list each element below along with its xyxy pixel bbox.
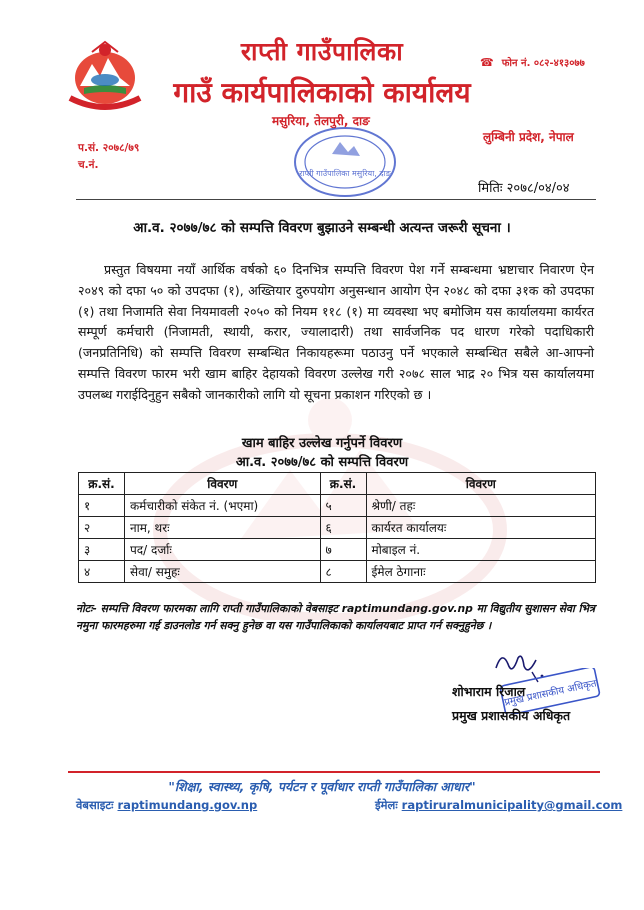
email-label: ईमेलः bbox=[375, 798, 398, 812]
download-note: नोटः- सम्पत्ति विवरण फारमका लागि राप्ती गाउँपालिकाको वेबसाइट raptimundang.gov.np मा विद्युतीय सुशासन सेवा भित्र नमुना फारमहरुमा गई डाउनलोड गर्न सक्नु हुनेछ वा यस गाउँपालिकाको कार्यालयबाट प्राप्त गर्न सक्नुहुनेछ । bbox=[76, 602, 595, 632]
notice-body bbox=[78, 260, 594, 406]
cell-sn: ७ bbox=[320, 539, 366, 561]
email-link[interactable]: raptiruralmunicipality@gmail.com bbox=[401, 798, 623, 812]
footer-divider bbox=[68, 771, 600, 773]
municipality-name: राप्ती गाउँपालिका bbox=[240, 37, 404, 66]
footer-website bbox=[76, 798, 257, 813]
col-header-sn: क्र.सं. bbox=[320, 473, 366, 495]
cell-sn: ६ bbox=[320, 517, 366, 539]
col-header-detail: विवरण bbox=[366, 473, 595, 495]
cell-detail: मोबाइल नं. bbox=[366, 539, 595, 561]
cell-detail: पद/ दर्जाः bbox=[124, 539, 320, 561]
signatory-name: शोभाराम रिजाल bbox=[452, 684, 526, 699]
letter-date: मितिः २०७८/०४/०४ bbox=[478, 181, 570, 196]
table-row bbox=[79, 495, 596, 517]
cell-detail: कार्यरत कार्यालयः bbox=[366, 517, 595, 539]
notice-subject: आ.व. २०७७/७८ को सम्पत्ति विवरण बुझाउने सम्बन्धी अत्यन्त जरूरी सूचना । bbox=[133, 220, 511, 236]
signatory-stamp-text: प्रमुख प्रशासकीय अधिकृत bbox=[503, 678, 598, 709]
office-name: गाउँ कार्यपालिकाको कार्यालय bbox=[173, 76, 471, 109]
cell-detail: श्रेणी/ तहः bbox=[366, 495, 595, 517]
cell-detail: ईमेल ठेगानाः bbox=[366, 561, 595, 583]
office-address: मसुरिया, तेलपुरी, दाङ bbox=[272, 114, 370, 128]
office-stamp bbox=[292, 124, 398, 200]
cell-detail: नाम, थरः bbox=[124, 517, 320, 539]
envelope-details-table bbox=[78, 472, 596, 583]
col-header-detail: विवरण bbox=[124, 473, 320, 495]
cell-sn: ३ bbox=[79, 539, 125, 561]
cell-sn: ५ bbox=[320, 495, 366, 517]
table-header-row bbox=[79, 473, 596, 495]
footer-email bbox=[375, 798, 622, 813]
phone-icon: ☎ bbox=[480, 56, 494, 69]
header-divider bbox=[76, 199, 596, 200]
phone-number: ☎ फोन नं. ०८२-४१३०७७ bbox=[480, 56, 585, 69]
stamp-text: राप्ती गाउँपालिका मसुरिया, दाङ bbox=[299, 169, 391, 178]
website-label: वेबसाइटः bbox=[76, 798, 114, 812]
signatory-title: प्रमुख प्रशासकीय अधिकृत bbox=[452, 708, 571, 723]
body-paragraph: प्रस्तुत विषयमा नयाँ आर्थिक वर्षको ६० दिनभित्र सम्पत्ति विवरण पेश गर्ने सम्बन्धमा भ्रष्टाचार निवारण ऐन २०४९ को दफा ५० को उपदफा (१), अख्तियार दुरुपयोग अनुसन्धान आयोग ऐन २०४८ को दफा ३१क को उपदफा (१) तथा निजामति सेवा नियमावली २०५० को नियम ११८ (१) मा व्यवस्था भए बमोजिम यस कार्यालयमा कार्यरत सम्पूर्ण कर्मचारी (निजामती, स्थायी, करार, ज्यालादारी) तथा सार्वजनिक पद धारण गरेको पदाधिकारी (जनप्रतिनिधि) को सम्पत्ति विवरण सम्बन्धित निकायहरूमा पठाउनु पर्ने भएकाले सम्बन्धित सबैले आ-आफ्नो सम्पत्ति विवरण फारम भरी खाम बाहिर देहायको विवरण उल्लेख गरी २०७८ साल भाद्र २० भित्र यस कार्यालयमा उपलब्ध गराईदिनुहुन सबैको जानकारीको लागि यो सूचना प्रकाशन गरिएको छ । bbox=[78, 262, 594, 402]
cell-detail: कर्मचारीको संकेत नं. (भएमा) bbox=[124, 495, 320, 517]
cell-sn: ८ bbox=[320, 561, 366, 583]
cell-detail: सेवा/ समुहः bbox=[124, 561, 320, 583]
table-row bbox=[79, 539, 596, 561]
table-heading-envelope: खाम बाहिर उल्लेख गर्नुपर्ने विवरण bbox=[241, 436, 403, 451]
province-name: लुम्बिनी प्रदेश, नेपाल bbox=[483, 130, 574, 144]
footer-slogan: "शिक्षा, स्वास्थ्य, कृषि, पर्यटन र पूर्वाधार राप्ती गाउँपालिका आधार" bbox=[168, 779, 476, 794]
table-row bbox=[79, 561, 596, 583]
table-heading-year: आ.व. २०७७/७८ को सम्पत्ति विवरण bbox=[235, 455, 409, 470]
cell-sn: १ bbox=[79, 495, 125, 517]
website-link[interactable]: raptimundang.gov.np bbox=[117, 798, 258, 812]
table-row bbox=[79, 517, 596, 539]
cell-sn: ४ bbox=[79, 561, 125, 583]
ref-no: प.सं. २०७८/७९ bbox=[78, 142, 140, 154]
col-header-sn: क्र.सं. bbox=[79, 473, 125, 495]
reference-number bbox=[78, 140, 139, 174]
ch-no: च.नं. bbox=[78, 159, 99, 171]
cell-sn: २ bbox=[79, 517, 125, 539]
